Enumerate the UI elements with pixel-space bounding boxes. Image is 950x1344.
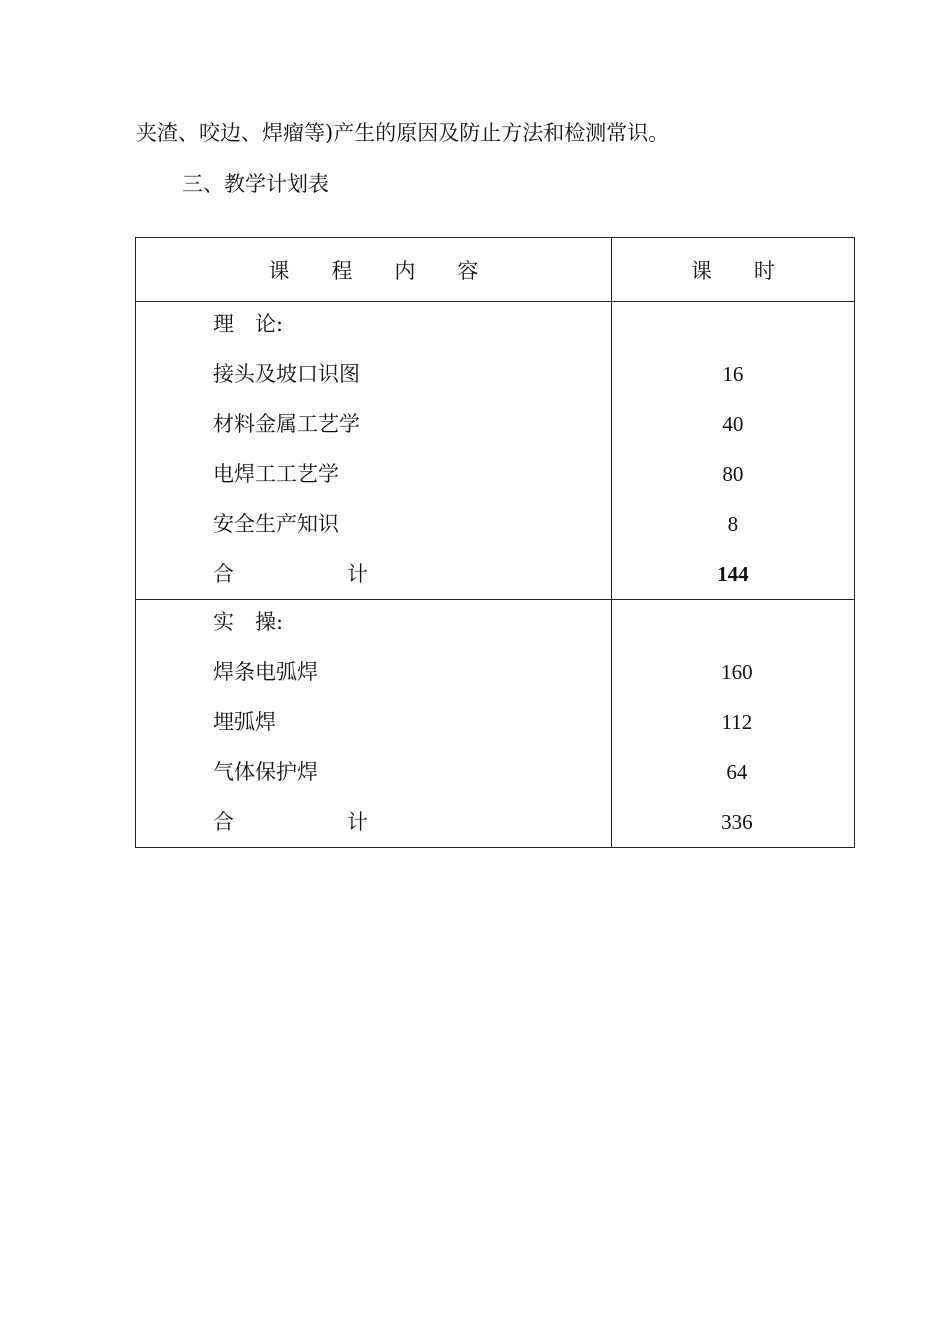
practice-title: 实 操: — [213, 610, 284, 634]
practice-item-hours: 112 — [721, 710, 753, 734]
theory-item-label: 安全生产知识 — [213, 512, 339, 536]
practice-section — [136, 600, 855, 848]
total-right-char: 计 — [347, 562, 368, 586]
practice-title-hours-blank — [612, 597, 854, 647]
header-hours: 课 时 — [611, 238, 854, 302]
theory-item-hours: 16 — [722, 362, 744, 386]
practice-item-hours: 160 — [721, 660, 753, 684]
practice-hours-cell — [611, 600, 854, 848]
header-course-content: 课 程 内 容 — [136, 238, 612, 302]
theory-item-hours: 8 — [727, 512, 739, 536]
theory-hours-cell — [611, 302, 854, 600]
theory-item-label: 材料金属工艺学 — [213, 412, 360, 436]
practice-item-label: 焊条电弧焊 — [213, 660, 318, 684]
theory-item-label: 电焊工工艺学 — [213, 462, 339, 486]
theory-item-label: 接头及坡口识图 — [213, 362, 360, 386]
theory-total-label — [136, 549, 611, 599]
practice-total-label — [136, 797, 611, 847]
theory-title: 理 论: — [213, 312, 284, 336]
table-header-row — [136, 238, 855, 302]
total-right-char: 计 — [347, 810, 368, 834]
theory-item-hours: 80 — [722, 462, 744, 486]
practice-item-label: 气体保护焊 — [213, 760, 318, 784]
theory-section — [136, 302, 855, 600]
theory-total-hours: 144 — [717, 562, 749, 586]
section-heading: 三、教学计划表 — [182, 172, 329, 196]
practice-item-label: 埋弧焊 — [213, 710, 276, 734]
theory-content-cell — [136, 302, 612, 600]
body-paragraph: 夹渣、咬边、焊瘤等)产生的原因及防止方法和检测常识。 — [136, 121, 670, 145]
theory-title-hours-blank — [612, 299, 854, 349]
total-left-char: 合 — [213, 810, 234, 834]
theory-item-hours: 40 — [722, 412, 744, 436]
practice-content-cell — [136, 600, 612, 848]
practice-item-hours: 64 — [726, 760, 748, 784]
practice-total-hours: 336 — [721, 810, 753, 834]
teaching-plan-table — [135, 237, 855, 848]
total-left-char: 合 — [213, 562, 234, 586]
